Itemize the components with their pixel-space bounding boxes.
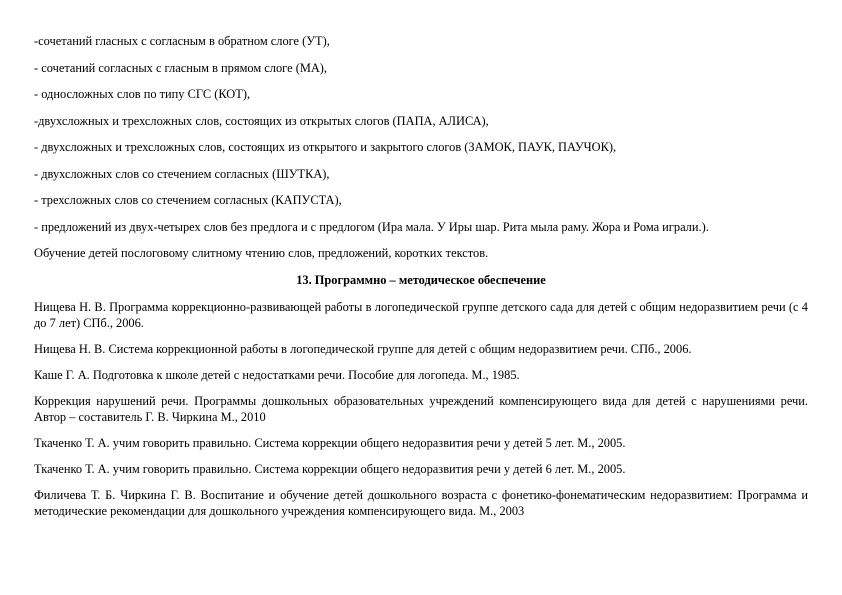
list-item: - сочетаний согласных с гласным в прямом слоге (МА), <box>34 60 328 75</box>
list-item: - двухсложных слов со стечением согласных (ШУТКА), <box>34 166 330 181</box>
list-item: - односложных слов по типу СГС (КОТ), <box>34 87 251 101</box>
reference-item: Коррекция нарушений речи. Программы дошкольных образовательных учреждений компенсирующего вида для детей с нарушениями речи. Автор – составитель Г. В. Чиркина М., 2010 <box>34 393 808 424</box>
section-heading: 13. Программно – методическое обеспечение <box>296 272 546 287</box>
list-item: -двухсложных и трехсложных слов, состоящих из открытых слогов (ПАПА, АЛИСА), <box>34 113 489 128</box>
list-item: - двухсложных и трехсложных слов, состоящих из открытого и закрытого слогов (ЗАМОК, ПАУК, ПАУЧОК), <box>34 140 617 154</box>
list-item: -сочетаний гласных с согласным в обратном слоге (УТ), <box>34 34 330 48</box>
reference-item: Ткаченко Т. А. учим говорить правильно. Система коррекции общего недоразвития речи у детей 6 лет. М., 2005. <box>34 461 626 476</box>
reference-item: Ткаченко Т. А. учим говорить правильно. Система коррекции общего недоразвития речи у детей 5 лет. М., 2005. <box>34 435 626 450</box>
reference-item: Нищева Н. В. Программа коррекционно-развивающей работы в логопедической группе детского сада для детей с общим недоразвитием речи (с 4 до 7 лет) СПб., 2006. <box>34 299 808 330</box>
reference-item: Каше Г. А. Подготовка к школе детей с недостатками речи. Пособие для логопеда. М., 1985. <box>34 367 520 382</box>
summary-text: Обучение детей послоговому слитному чтению слов, предложений, коротких текстов. <box>34 246 489 260</box>
reference-item: Нищева Н. В. Система коррекционной работы в логопедической группе для детей с общим недоразвитием речи. СПб., 2006. <box>34 341 692 356</box>
list-item: - предложений из двух-четырех слов без предлога и с предлогом (Ира мала. У Иры шар. Рита мыла раму. Жора и Рома играли.). <box>34 219 709 234</box>
list-item: - трехсложных слов со стечением согласных (КАПУСТА), <box>34 193 342 207</box>
document-page <box>34 34 808 529</box>
reference-item: Филичева Т. Б. Чиркина Г. В. Воспитание и обучение детей дошкольного возраста с фонетико-фонематическим недоразвитием: Программа и методические рекомендации для дошкольного учреждения компенсирующего вида. М., 2003 <box>34 487 808 518</box>
